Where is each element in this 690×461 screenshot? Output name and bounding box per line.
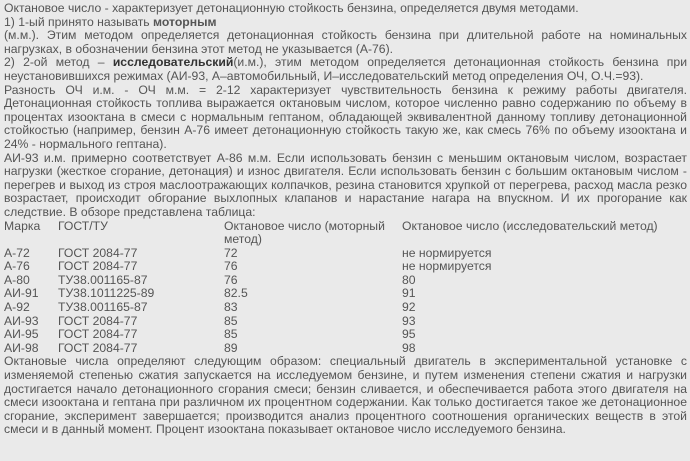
method1-heading bbox=[4, 16, 687, 30]
cell-gost: ГОСТ 2084-77 bbox=[58, 245, 138, 260]
table-row bbox=[4, 287, 687, 301]
header-research: Октановое число (исследовательский метод) bbox=[402, 218, 658, 233]
table-row bbox=[4, 247, 687, 261]
method2-bold: исследовательский bbox=[112, 55, 234, 70]
header-gost: ГОСТ/ТУ bbox=[58, 218, 108, 233]
cell-research: не нормируется bbox=[402, 259, 492, 274]
cell-motor: 85 bbox=[224, 327, 238, 342]
cell-gost: ГОСТ 2084-77 bbox=[58, 259, 138, 274]
cell-motor: 89 bbox=[224, 340, 238, 355]
cell-mark: АИ-91 bbox=[4, 286, 39, 301]
cell-research: 93 bbox=[402, 313, 416, 328]
method2-prefix: 2) 2-ой метод – bbox=[4, 55, 113, 70]
cell-research: 91 bbox=[402, 286, 416, 301]
cell-research: не нормируется bbox=[402, 245, 492, 260]
ai93-paragraph: АИ-93 и.м. примерно соответствует А-86 м.м. Если использовать бензин с меньшим октановым числом, возрастает нагрузки (жесткое сгорание, детонация) и износ двигателя. Если использовать бензин с большим октановым числом - перегрев и выход из строя маслоотражающих колпачков, резина становится хрупкой от перегрева, расход масла резко возрастает, происходит обгорание выхлопных клапанов и нарастание нагара на впускном. И их прогорание как следствие. В обзоре представлена таблица: bbox=[4, 150, 687, 219]
cell-research: 92 bbox=[402, 300, 416, 315]
cell-mark: АИ-93 bbox=[4, 313, 39, 328]
cell-gost: ГОСТ 2084-77 bbox=[58, 327, 138, 342]
cell-mark: А-80 bbox=[4, 272, 30, 287]
method1-paragraph: (м.м.). Этим методом определяется детонационная стойкость бензина при длительной работе на номинальных нагрузках, в обозначении бензина этот метод не указывается (А-76). bbox=[4, 28, 687, 56]
method2-text: (и.м.), этим методом определяется детонационная стойкость бензина при неустановившихся режимах (АИ-93, А–автомобильный, И–исследовательский метод определения ОЧ, О.Ч.=93). bbox=[4, 55, 687, 83]
cell-mark: А-92 bbox=[4, 300, 30, 315]
header-mark: Марка bbox=[4, 218, 41, 233]
cell-motor: 85 bbox=[224, 313, 238, 328]
cell-gost: ГОСТ 2084-77 bbox=[58, 340, 138, 355]
method2-paragraph bbox=[4, 56, 687, 83]
table-row bbox=[4, 274, 687, 288]
octane-table bbox=[4, 220, 687, 356]
cell-mark: А-76 bbox=[4, 259, 30, 274]
difference-paragraph: Разность ОЧ и.м. - ОЧ м.м. = 2-12 характеризует чувствительность бензина к режиму работы двигателя. Детонационная стойкость топлива выражается октановым числом, которое численно равно содержанию по объему в процентах изооктана в смеси с нормальным гептаном, обладающей эквивалентной данному топливу детонационной стойкостью (например, бензин А-76 имеет детонационную стойкость такую же, как смесь 76% по объему изооктана и 24% - нормального гептана). bbox=[4, 82, 687, 151]
cell-motor: 82.5 bbox=[224, 286, 248, 301]
cell-mark: АИ-95 bbox=[4, 327, 39, 342]
table-row bbox=[4, 315, 687, 329]
method1-prefix: 1) 1-ый принято называть bbox=[4, 14, 154, 29]
cell-gost: ГОСТ 2084-77 bbox=[58, 313, 138, 328]
cell-mark: АИ-98 bbox=[4, 340, 39, 355]
intro-paragraph: Октановое число - характеризует детонационную стойкость бензина, определяется двумя методами. bbox=[4, 1, 579, 15]
cell-motor: 76 bbox=[224, 259, 238, 274]
cell-gost: ТУ38.1011225-89 bbox=[58, 286, 155, 301]
table-header-row bbox=[4, 220, 687, 247]
cell-gost: ТУ38.001165-87 bbox=[58, 272, 148, 287]
cell-motor: 83 bbox=[224, 300, 238, 315]
cell-gost: ТУ38.001165-87 bbox=[58, 300, 148, 315]
method1-bold: моторным bbox=[153, 14, 217, 29]
closing-paragraph: Октановые числа определяют следующим образом: специальный двигатель в экспериментальной установке с изменяемой степенью сжатия запускается на исследуемом бензине, и путем изменения степени сжатия и нагрузки достигается начало детонационного сгорания смеси; бензин сливается, и обеспечивается работа этого двигателя на смеси изооктана и гептана при различном их процентном содержании. Как только достигается такое же детонационное сгорание, эксперимент завершается; производится анализ процентного соотношения органических веществ в этой смеси и в данный момент. Процент изооктана показывает октановое число исследуемого бензина. bbox=[4, 354, 687, 437]
cell-research: 98 bbox=[402, 340, 416, 355]
table-row bbox=[4, 328, 687, 342]
cell-mark: А-72 bbox=[4, 245, 30, 260]
table-row bbox=[4, 260, 687, 274]
cell-motor: 72 bbox=[224, 245, 238, 260]
cell-research: 95 bbox=[402, 327, 416, 342]
header-motor: Октановое число (моторный метод) bbox=[224, 218, 385, 247]
cell-research: 80 bbox=[402, 272, 416, 287]
table-row bbox=[4, 301, 687, 315]
cell-motor: 76 bbox=[224, 272, 238, 287]
table-row bbox=[4, 342, 687, 356]
